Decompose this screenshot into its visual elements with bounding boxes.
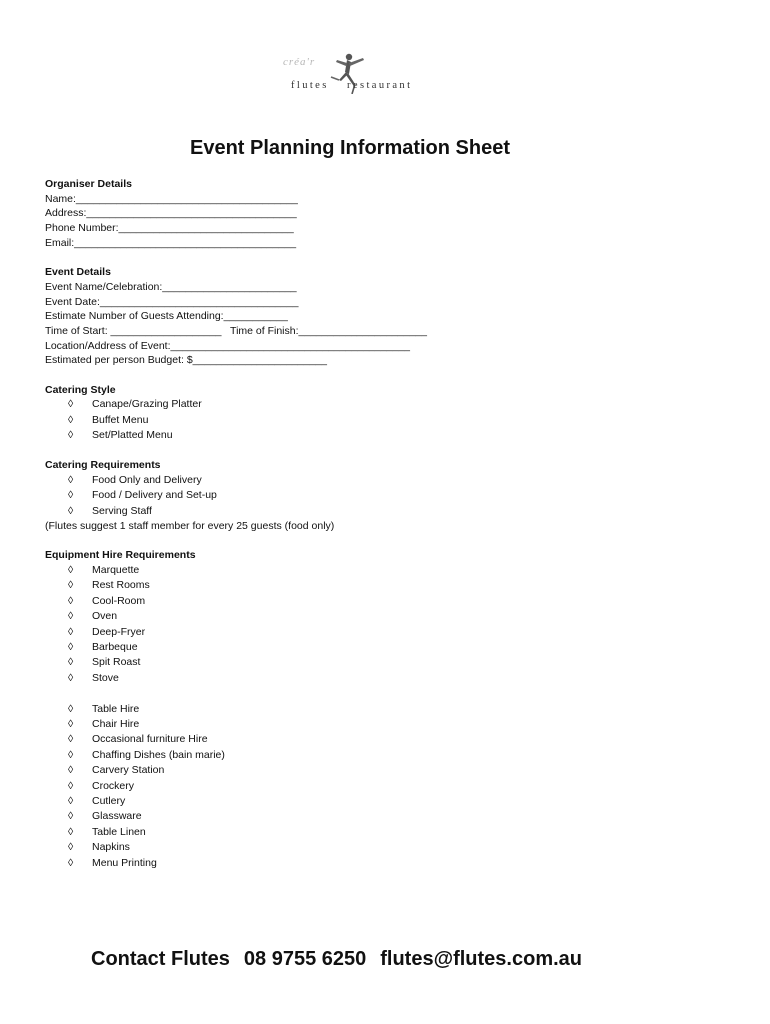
form-body xyxy=(45,177,725,871)
contact-email: flutes@flutes.com.au xyxy=(380,948,583,970)
lozenge-icon: ◊ xyxy=(68,671,74,684)
checklist-item[interactable] xyxy=(45,794,725,809)
lozenge-icon: ◊ xyxy=(68,794,74,807)
lozenge-icon: ◊ xyxy=(68,764,74,777)
contact-footer xyxy=(91,948,596,971)
time-fields[interactable]: Time of Start: ___________________ Time of Finish:______________________ xyxy=(45,324,427,337)
event-name-field[interactable]: Event Name/Celebration:_______________________ xyxy=(45,280,297,293)
lozenge-icon: ◊ xyxy=(68,825,74,838)
equipment-section xyxy=(45,548,725,871)
spacer xyxy=(45,686,725,701)
lozenge-icon: ◊ xyxy=(68,504,74,517)
lozenge-icon: ◊ xyxy=(68,610,74,623)
lozenge-icon: ◊ xyxy=(68,473,74,486)
checklist-item[interactable] xyxy=(45,748,725,763)
checklist-item[interactable] xyxy=(45,732,725,747)
checklist-item-label: Crockery xyxy=(92,779,135,792)
checklist-item[interactable] xyxy=(45,488,725,503)
checklist-item-label: Stove xyxy=(92,671,119,684)
lozenge-icon: ◊ xyxy=(68,810,74,823)
event-date-field[interactable]: Event Date:__________________________________ xyxy=(45,295,299,308)
checklist-item-label: Rest Rooms xyxy=(92,579,150,592)
section-heading: Equipment Hire Requirements xyxy=(45,549,196,562)
lozenge-icon: ◊ xyxy=(68,856,74,869)
lozenge-icon: ◊ xyxy=(68,656,74,669)
section-heading: Event Details xyxy=(45,266,111,279)
checklist-item[interactable] xyxy=(45,763,725,778)
checklist-item-label: Deep-Fryer xyxy=(92,625,146,638)
checklist-item[interactable] xyxy=(45,717,725,732)
email-field[interactable]: Email:______________________________________ xyxy=(45,236,297,249)
lozenge-icon: ◊ xyxy=(68,625,74,638)
contact-label: Contact Flutes xyxy=(91,948,230,970)
checklist-item-label: Cutlery xyxy=(92,794,126,807)
lozenge-icon: ◊ xyxy=(68,779,74,792)
phone-field[interactable]: Phone Number:______________________________ xyxy=(45,222,294,235)
lozenge-icon: ◊ xyxy=(68,641,74,654)
guest-count-field[interactable]: Estimate Number of Guests Attending:___________ xyxy=(45,310,288,323)
checklist-item-label: Menu Printing xyxy=(92,856,157,869)
checklist-item-label: Oven xyxy=(92,610,118,623)
checklist-item[interactable] xyxy=(45,473,725,488)
checklist-item-label: Food Only and Delivery xyxy=(92,473,202,486)
logo-restaurant-text: restaurant xyxy=(347,80,413,91)
checklist-item[interactable] xyxy=(45,856,725,871)
checklist-item[interactable] xyxy=(45,840,725,855)
checklist-item[interactable] xyxy=(45,428,725,443)
page-title: Event Planning Information Sheet xyxy=(189,137,511,159)
checklist-item[interactable] xyxy=(45,413,725,428)
checklist-item[interactable] xyxy=(45,702,725,717)
lozenge-icon: ◊ xyxy=(68,841,74,854)
organiser-section xyxy=(45,177,725,250)
checklist-item[interactable] xyxy=(45,779,725,794)
checklist-item[interactable] xyxy=(45,594,725,609)
checklist-item[interactable] xyxy=(45,625,725,640)
lozenge-icon: ◊ xyxy=(68,579,74,592)
checklist-item-label: Table Hire xyxy=(92,702,140,715)
checklist-item[interactable] xyxy=(45,825,725,840)
catering-requirements-section xyxy=(45,458,725,534)
section-heading: Organiser Details xyxy=(45,178,132,190)
restaurant-logo xyxy=(283,48,433,100)
checklist-item[interactable] xyxy=(45,397,725,412)
checklist-item-label: Cool-Room xyxy=(92,594,146,607)
checklist-item-label: Spit Roast xyxy=(92,656,141,669)
lozenge-icon: ◊ xyxy=(68,489,74,502)
checklist-item[interactable] xyxy=(45,655,725,670)
catering-style-section xyxy=(45,383,725,444)
name-field[interactable]: Name:______________________________________ xyxy=(45,192,298,205)
staffing-note: (Flutes suggest 1 staff member for every 25 guests (food only) xyxy=(45,520,335,533)
checklist-item[interactable] xyxy=(45,609,725,624)
checklist-item-label: Barbeque xyxy=(92,641,138,654)
address-field[interactable]: Address:____________________________________ xyxy=(45,207,297,220)
checklist-item-label: Table Linen xyxy=(92,825,146,838)
checklist-item[interactable] xyxy=(45,578,725,593)
logo-script-text: créa'r xyxy=(283,56,316,68)
section-heading: Catering Style xyxy=(45,383,116,396)
checklist-item-label: Buffet Menu xyxy=(92,413,149,426)
lozenge-icon: ◊ xyxy=(68,733,74,746)
event-section xyxy=(45,265,725,368)
section-heading: Catering Requirements xyxy=(45,459,161,472)
contact-phone: 08 9755 6250 xyxy=(243,948,367,970)
checklist-item[interactable] xyxy=(45,504,725,519)
checklist-item-label: Chaffing Dishes (bain marie) xyxy=(92,748,225,761)
lozenge-icon: ◊ xyxy=(68,429,74,442)
lozenge-icon: ◊ xyxy=(68,748,74,761)
lozenge-icon: ◊ xyxy=(68,594,74,607)
checklist-item-label: Chair Hire xyxy=(92,718,140,730)
checklist-item-label: Napkins xyxy=(92,841,130,854)
checklist-item-label: Canape/Grazing Platter xyxy=(92,398,202,411)
lozenge-icon: ◊ xyxy=(68,702,74,715)
lozenge-icon: ◊ xyxy=(68,413,74,426)
checklist-item[interactable] xyxy=(45,640,725,655)
checklist-item[interactable] xyxy=(45,563,725,578)
checklist-item-label: Carvery Station xyxy=(92,764,165,777)
lozenge-icon: ◊ xyxy=(68,718,74,730)
logo-flutes-text: flutes xyxy=(291,80,329,91)
checklist-item-label: Serving Staff xyxy=(92,504,152,517)
checklist-item-label: Occasional furniture Hire xyxy=(92,733,208,746)
lozenge-icon: ◊ xyxy=(68,564,74,577)
checklist-item-label: Marquette xyxy=(92,564,140,577)
budget-field[interactable]: Estimated per person Budget: $_______________________ xyxy=(45,354,327,367)
lozenge-icon: ◊ xyxy=(68,398,74,411)
location-field[interactable]: Location/Address of Event:_________________________________________ xyxy=(45,339,410,352)
checklist-item-label: Glassware xyxy=(92,810,142,823)
checklist-item[interactable] xyxy=(45,809,725,824)
checklist-item-label: Set/Platted Menu xyxy=(92,429,173,442)
checklist-item-label: Food / Delivery and Set-up xyxy=(92,489,217,502)
checklist-item[interactable] xyxy=(45,671,725,686)
